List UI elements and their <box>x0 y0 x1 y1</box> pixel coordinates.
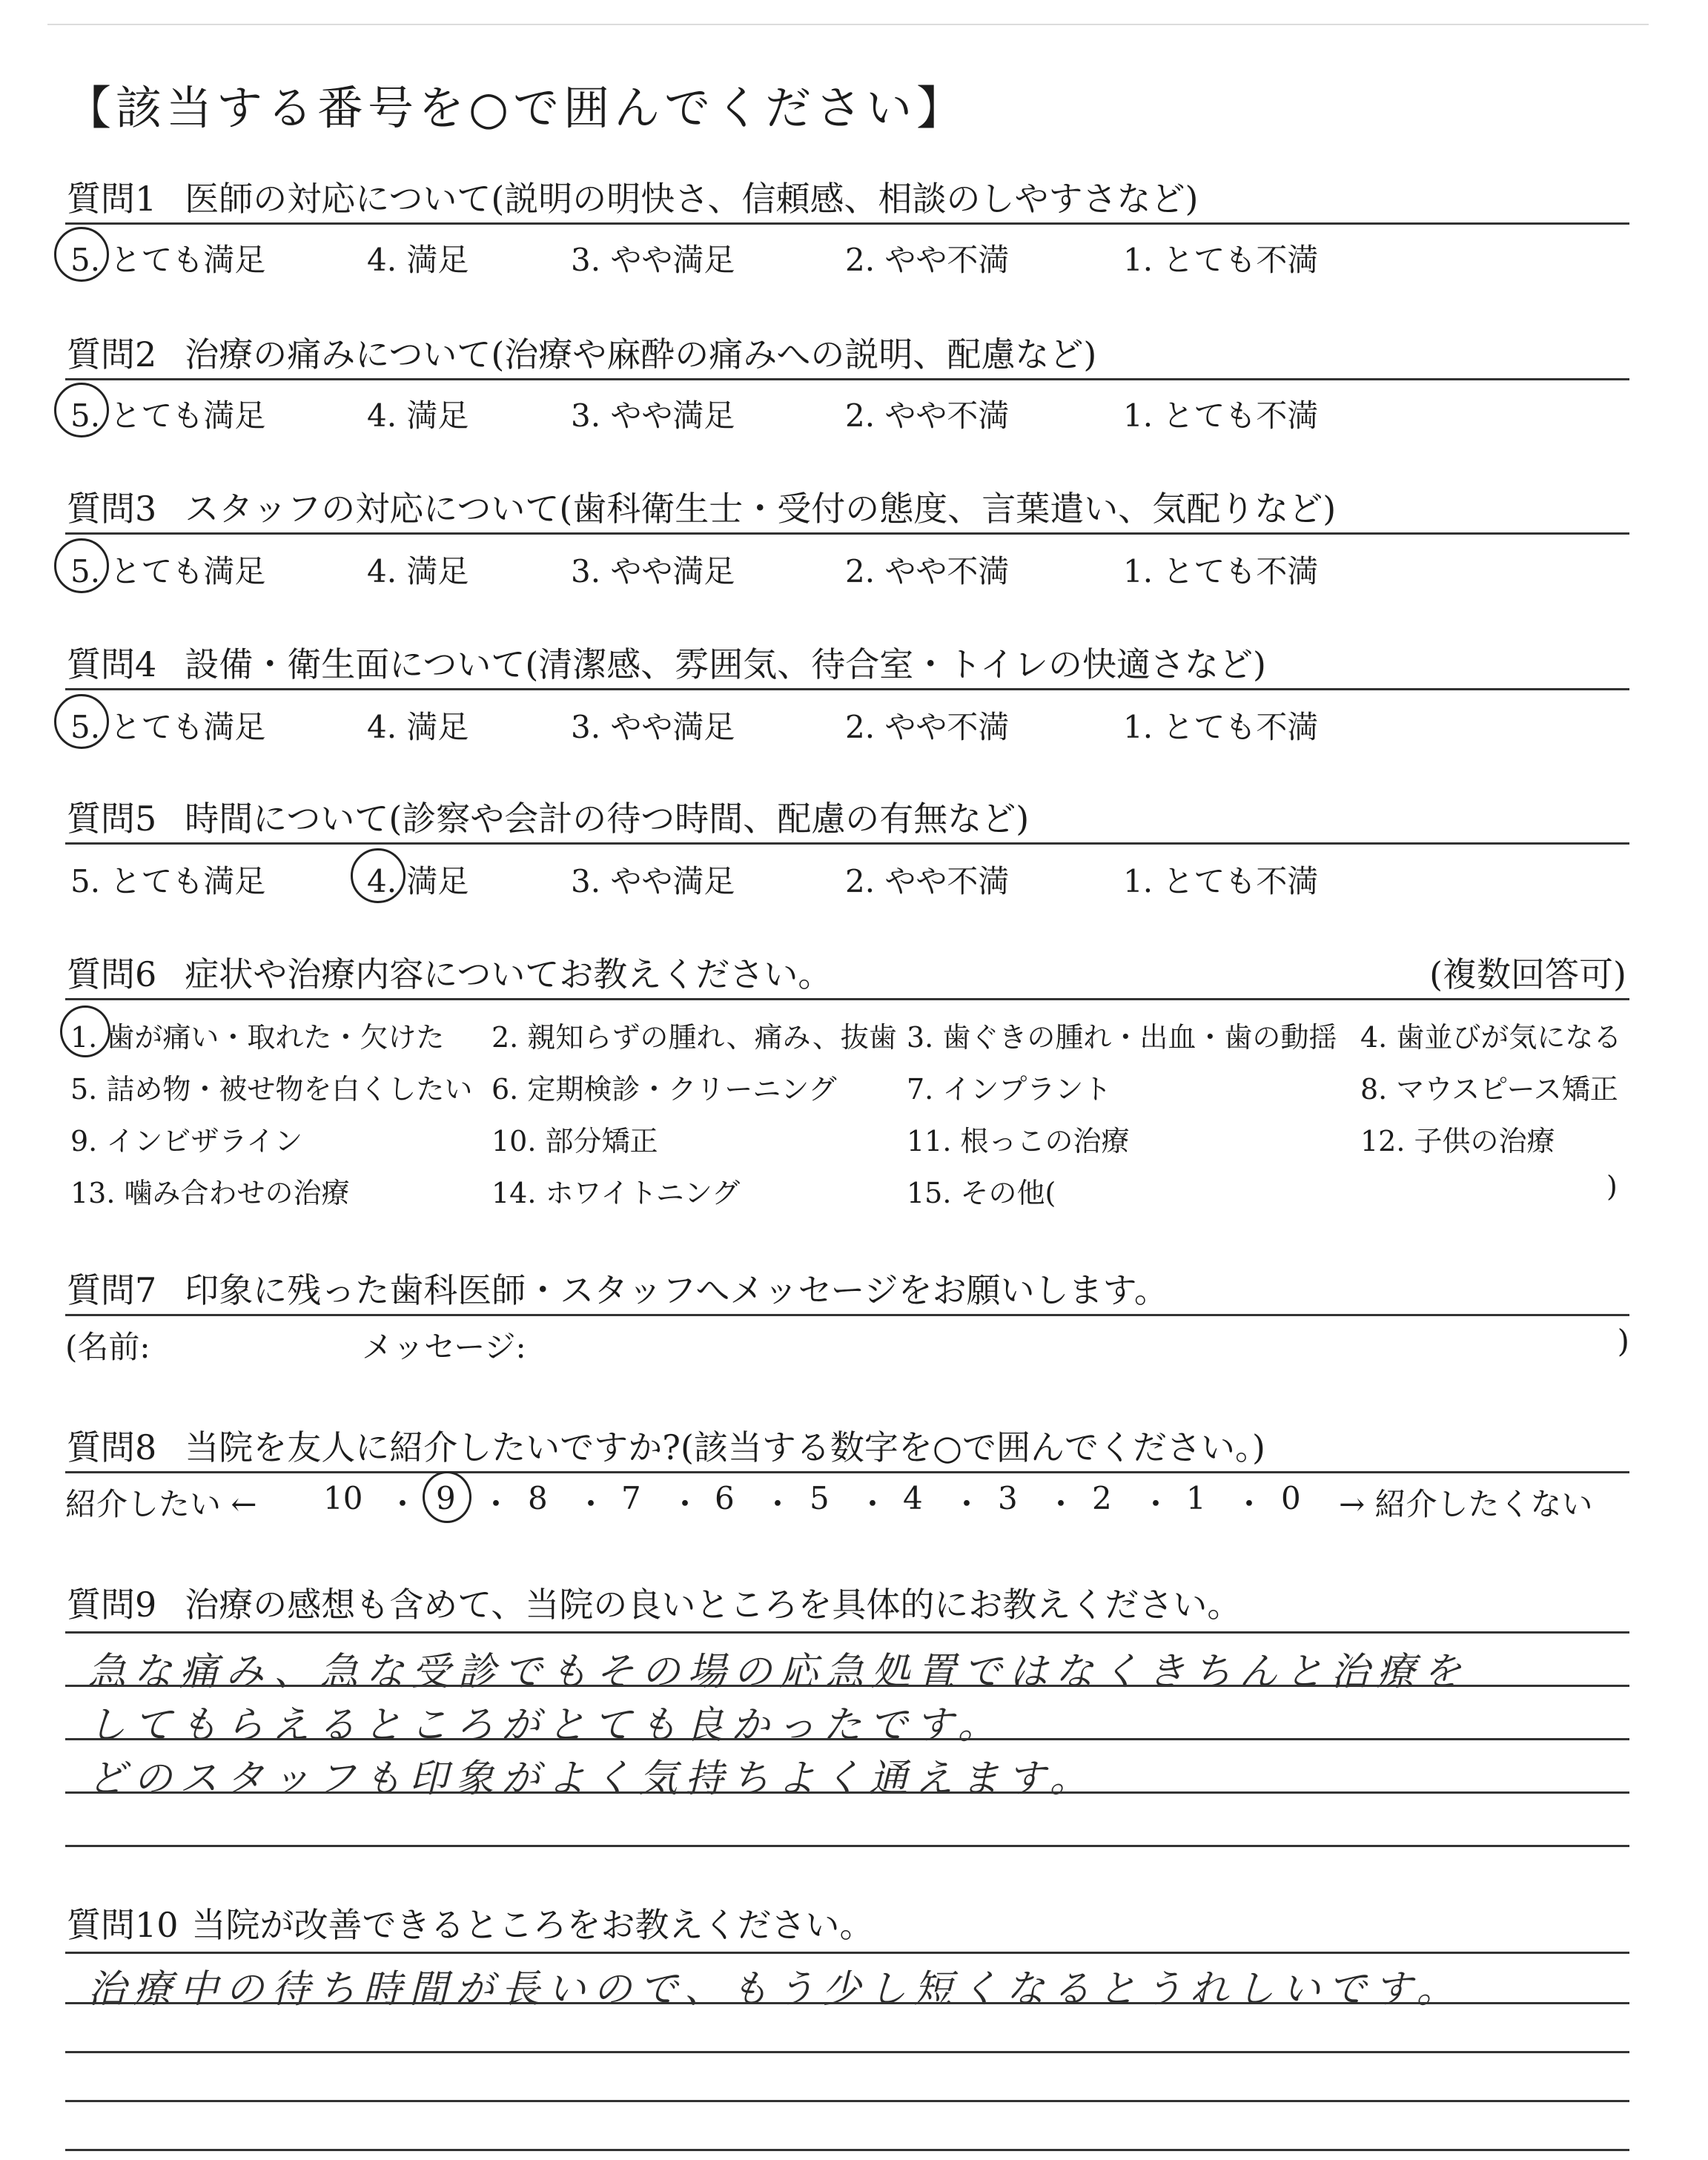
question-4-options <box>70 703 1627 747</box>
question-6-title <box>67 948 832 997</box>
scale-dot: ・ <box>1140 1486 1172 1522</box>
option-4[interactable]: 4. 満足 <box>367 709 469 745</box>
question-text: 治療の痛みについて(治療や麻酔の痛みへの説明、配慮など) <box>185 334 1097 374</box>
rule <box>65 532 1629 535</box>
rule <box>65 378 1629 380</box>
question-number: 質問8 <box>67 1427 157 1467</box>
recommend-label: 紹介したい ← <box>65 1486 257 1522</box>
not-recommend-label: → 紹介したくない <box>1339 1486 1593 1522</box>
question-text: 症状や治療内容についてお教えください。 <box>185 954 833 994</box>
rule <box>65 688 1629 690</box>
scale-dot: ・ <box>1234 1486 1265 1522</box>
option-2[interactable]: 2. 親知らずの腫れ、痛み、抜歯 <box>491 1021 897 1054</box>
handwritten-answer-line: 治療中の待ち時間が長いので、もう少し短くなるとうれしいです。 <box>87 1967 1463 2012</box>
scale-dot: ・ <box>480 1486 512 1522</box>
option-5[interactable]: 5. 詰め物・被せ物を白くしたい <box>70 1073 473 1106</box>
score-6[interactable]: 6 <box>715 1480 735 1516</box>
question-number: 質問7 <box>67 1270 157 1310</box>
scale-dot: ・ <box>669 1486 701 1522</box>
option-8[interactable]: 8. マウスピース矯正 <box>1360 1073 1618 1106</box>
question-number: 質問5 <box>67 799 157 839</box>
answer-rule <box>65 2051 1629 2053</box>
option-2[interactable]: 2. やや不満 <box>845 242 1010 278</box>
score-1[interactable]: 1 <box>1186 1480 1206 1516</box>
question-text: 設備・衛生面について(清潔感、雰囲気、待合室・トイレの快適さなど) <box>185 644 1266 684</box>
option-4[interactable]: 4. 歯並びが気になる <box>1360 1021 1622 1054</box>
question-text: 時間について(診察や会計の待つ時間、配慮の有無など) <box>185 799 1030 839</box>
question-5-options <box>70 857 1627 902</box>
option-2[interactable]: 2. やや不満 <box>845 553 1010 589</box>
option-3[interactable]: 3. やや満足 <box>571 709 735 745</box>
question-number: 質問2 <box>67 334 157 374</box>
question-text: 印象に残った歯科医師・スタッフへメッセージをお願いします。 <box>185 1270 1168 1310</box>
option-7[interactable]: 7. インプラント <box>907 1073 1112 1106</box>
answer-circle <box>60 1005 110 1057</box>
score-7[interactable]: 7 <box>621 1480 641 1516</box>
option-5[interactable]: 5. とても満足 <box>70 392 265 436</box>
option-6[interactable]: 6. 定期検診・クリーニング <box>491 1073 837 1106</box>
score-0[interactable]: 0 <box>1281 1480 1301 1516</box>
question-number: 質問9 <box>67 1585 157 1625</box>
question-text: 治療の感想も含めて、当院の良いところを具体的にお教えください。 <box>185 1585 1242 1625</box>
name-label: (名前: <box>65 1329 150 1365</box>
answer-circle <box>54 694 109 749</box>
option-2[interactable]: 2. やや不満 <box>845 863 1010 899</box>
recommend-scale: 紹介したい ← 10 ・ 9 ・ 8 ・ 7 ・ 6 ・ 5 ・ 4 ・ 3 ・ 2 ・ 1 ・ 0 → 紹介したくない <box>65 1480 1637 1525</box>
option-5[interactable]: 5. とても満足 <box>70 703 265 747</box>
question-2-options <box>70 392 1627 436</box>
answer-circle <box>54 383 109 437</box>
question-9-title <box>67 1578 1241 1627</box>
option-3[interactable]: 3. やや満足 <box>571 397 735 434</box>
answer-circle <box>54 227 109 282</box>
scale-dot: ・ <box>857 1486 889 1522</box>
rule <box>65 1471 1629 1473</box>
question-7-title <box>67 1264 1168 1312</box>
option-1[interactable]: 1. とても不満 <box>1123 242 1319 278</box>
answer-rule <box>65 1952 1629 1954</box>
option-1[interactable]: 1. とても不満 <box>1123 553 1319 589</box>
scale-dot: ・ <box>951 1486 983 1522</box>
question-text: 医師の対応について(説明の明快さ、信頼感、相談のしやすさなど) <box>185 179 1199 219</box>
option-5[interactable]: 5. とても満足 <box>70 236 265 280</box>
other-close-paren: ) <box>1606 1170 1618 1203</box>
option-13[interactable]: 13. 噛み合わせの治療 <box>70 1177 350 1209</box>
question-5-title <box>67 792 1029 841</box>
rule <box>65 998 1629 1000</box>
answer-rule <box>65 2100 1629 2102</box>
option-1[interactable]: 1. 歯が痛い・取れた・欠けた <box>70 1014 444 1055</box>
question-6-options <box>70 1014 1635 1215</box>
option-2[interactable]: 2. やや不満 <box>845 709 1010 745</box>
option-4[interactable]: 4. 満足 <box>367 242 469 278</box>
answer-rule <box>65 2002 1629 2004</box>
option-5[interactable]: 5. とても満足 <box>70 547 265 592</box>
option-3[interactable]: 3. 歯ぐきの腫れ・出血・歯の動揺 <box>907 1021 1337 1054</box>
score-4[interactable]: 4 <box>903 1480 923 1516</box>
scale-dot: ・ <box>1045 1486 1077 1522</box>
option-1[interactable]: 1. とても不満 <box>1123 397 1319 434</box>
option-3[interactable]: 3. やや満足 <box>571 863 735 899</box>
option-4[interactable]: 4. 満足 <box>367 397 469 434</box>
top-rule <box>47 24 1649 25</box>
answer-rule <box>65 1791 1629 1794</box>
question-2-title <box>67 328 1096 377</box>
option-5[interactable]: 5. とても満足 <box>70 863 266 899</box>
question-1-options <box>70 236 1627 280</box>
question-text: スタッフの対応について(歯科衛生士・受付の態度、言葉遣い、気配りなど) <box>185 489 1337 529</box>
option-15[interactable]: 15. その他( <box>907 1177 1056 1209</box>
multiple-answers-note: (複数回答可) <box>1429 954 1626 994</box>
score-5[interactable]: 5 <box>810 1480 830 1516</box>
option-1[interactable]: 1. とても不満 <box>1123 863 1319 899</box>
handwritten-answer-line: 急な痛み、急な受診でもその場の応急処置ではなくきちんと治療を <box>87 1650 1469 1694</box>
answer-rule <box>65 1738 1629 1740</box>
question-text: 当院を友人に紹介したいですか?(該当する数字を○で囲んでください。) <box>185 1427 1265 1467</box>
option-1[interactable]: 1. とても不満 <box>1123 709 1319 745</box>
handwritten-answer-line: してもらえるところがとても良かったです。 <box>87 1703 1004 1748</box>
message-label: メッセージ: <box>362 1329 526 1365</box>
answer-rule <box>65 1845 1629 1847</box>
option-10[interactable]: 10. 部分矯正 <box>491 1125 658 1157</box>
message-close-paren: ) <box>1617 1323 1629 1359</box>
answer-circle <box>351 848 406 903</box>
question-number: 質問4 <box>67 644 157 684</box>
option-12[interactable]: 12. 子供の治療 <box>1360 1125 1555 1157</box>
question-1-title <box>67 172 1198 221</box>
question-3-title <box>67 482 1336 531</box>
question-number: 質問6 <box>67 954 157 994</box>
scale-dot: ・ <box>575 1486 607 1522</box>
question-number: 質問3 <box>67 489 157 529</box>
option-2[interactable]: 2. やや不満 <box>845 397 1010 434</box>
question-8-title <box>67 1421 1265 1470</box>
question-number: 質問1 <box>67 179 157 219</box>
question-4-title <box>67 638 1266 687</box>
score-3[interactable]: 3 <box>998 1480 1018 1516</box>
scale-dot: ・ <box>387 1486 419 1522</box>
option-4[interactable]: 4. 満足 <box>367 553 469 589</box>
question-10-title <box>67 1898 874 1947</box>
option-11[interactable]: 11. 根っこの治療 <box>907 1125 1130 1157</box>
score-10[interactable]: 10 <box>323 1480 363 1516</box>
handwritten-answer-line: どのスタッフも印象がよく気持ちよく通えます。 <box>87 1757 1096 1801</box>
question-3-options <box>70 547 1627 592</box>
question-number: 質問10 <box>67 1905 179 1945</box>
scale-dot: ・ <box>762 1486 794 1522</box>
message-row <box>65 1323 1629 1364</box>
option-9[interactable]: 9. インビザライン <box>70 1125 303 1157</box>
rule <box>65 222 1629 225</box>
option-3[interactable]: 3. やや満足 <box>571 553 735 589</box>
score-8[interactable]: 8 <box>528 1480 548 1516</box>
rule <box>65 842 1629 845</box>
answer-rule <box>65 1685 1629 1687</box>
rule <box>65 1314 1629 1316</box>
instruction-heading: 【該当する番号を○で囲んでください】 <box>65 81 967 135</box>
option-4[interactable]: 4. 満足 <box>367 857 469 902</box>
score-2[interactable]: 2 <box>1092 1480 1112 1516</box>
question-text: 当院が改善できるところをお教えください。 <box>191 1905 874 1945</box>
answer-rule <box>65 2149 1629 2151</box>
answer-circle <box>54 538 109 593</box>
answer-rule <box>65 1631 1629 1634</box>
option-3[interactable]: 3. やや満足 <box>571 242 735 278</box>
option-14[interactable]: 14. ホワイトニング <box>491 1177 741 1209</box>
